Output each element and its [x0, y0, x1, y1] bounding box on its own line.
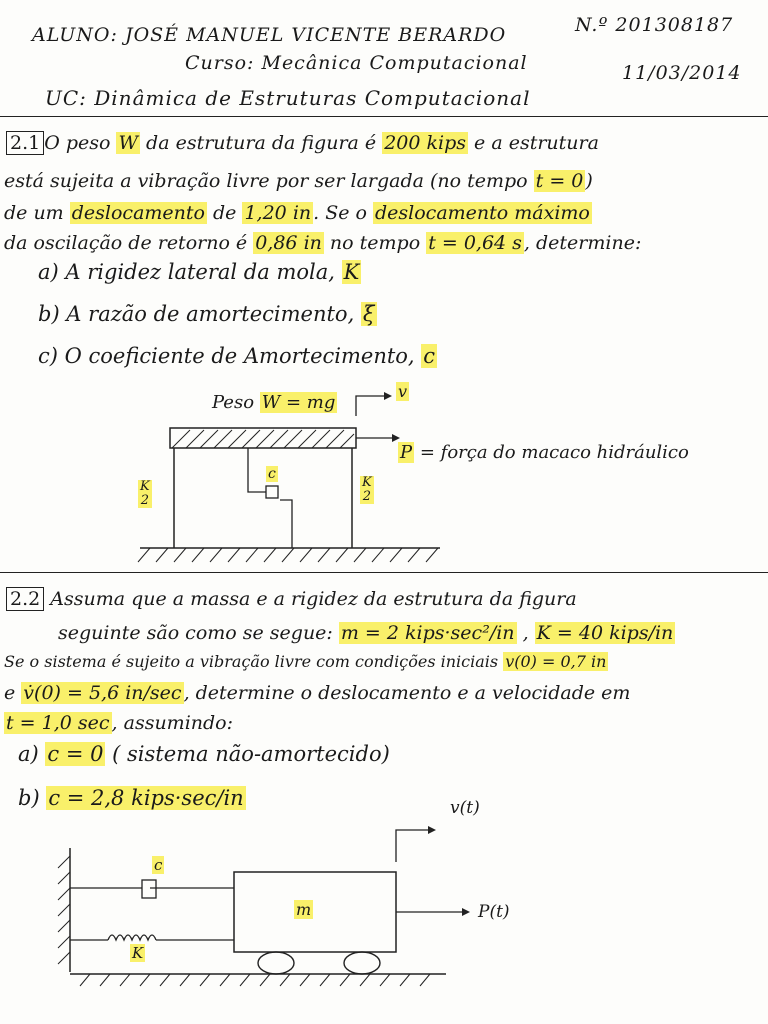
- problem-2-1-line-4: da oscilação de retorno é 0,86 in no tempo t = 0,64 s , determine:: [4, 232, 642, 254]
- figure-right-stiffness: K 2: [362, 475, 372, 504]
- date: 11/03/2014: [622, 62, 742, 84]
- figure2-damper-label: c: [154, 856, 163, 874]
- problem-2-1-line-1: 2.1 O peso W da estrutura da figura é 200 kips e a estrutura: [6, 132, 599, 154]
- question-b: b) A razão de amortecimento, ξ: [38, 302, 375, 326]
- problem-2-1-line-3: de um deslocamento de 1,20 in . Se o deslocamento máximo: [4, 202, 590, 224]
- figure-left-stiffness: K 2: [140, 479, 150, 508]
- figure-velocity-label: v: [398, 382, 408, 401]
- problem-2-2-line-4: e v̇(0) = 5,6 in/sec , determine o deslocamento e a velocidade em: [4, 682, 631, 704]
- figure-weight-label: Peso W = mg: [212, 392, 336, 413]
- figure2-velocity-label: v(t): [450, 798, 480, 818]
- course-unit: UC: Dinâmica de Estruturas Computacional: [45, 86, 531, 110]
- problem-2-2-line-1: 2.2 Assuma que a massa e a rigidez da estrutura da figura: [6, 588, 577, 610]
- figure-force-label: P = força do macaco hidráulico: [400, 442, 689, 463]
- problem-2-2-line-5: t = 1,0 sec , assumindo:: [6, 712, 234, 734]
- course-name: Curso: Mecânica Computacional: [185, 52, 528, 74]
- problem-2-2-line-3: Se o sistema é sujeito a vibração livre com condições iniciais v(0) = 0,7 in: [4, 652, 607, 671]
- problem-2-1-line-2: está sujeita a vibração livre por ser largada (no tempo t = 0 ): [4, 170, 593, 192]
- question-2-a: a) c = 0 ( sistema não-amortecido): [18, 742, 390, 766]
- question-a: a) A rigidez lateral da mola, K: [38, 260, 360, 284]
- problem-number-2: 2.2: [6, 587, 44, 611]
- student-name: ALUNO: JOSÉ MANUEL VICENTE BERARDO: [32, 24, 507, 46]
- figure2-spring-label: K: [132, 944, 144, 962]
- problem-number: 2.1: [6, 131, 44, 155]
- student-number: N.º 201308187: [575, 14, 734, 36]
- question-c: c) O coeficiente de Amortecimento, c: [38, 344, 436, 368]
- problem-2-2-line-2: seguinte são como se segue: m = 2 kips·sec²/in , K = 40 kips/in: [58, 622, 674, 644]
- figure-damper-label: c: [268, 466, 276, 482]
- figure2-mass-label: m: [296, 900, 312, 919]
- figure2-force-label: P(t): [478, 902, 510, 922]
- question-2-b: b) c = 2,8 kips·sec/in: [18, 786, 244, 810]
